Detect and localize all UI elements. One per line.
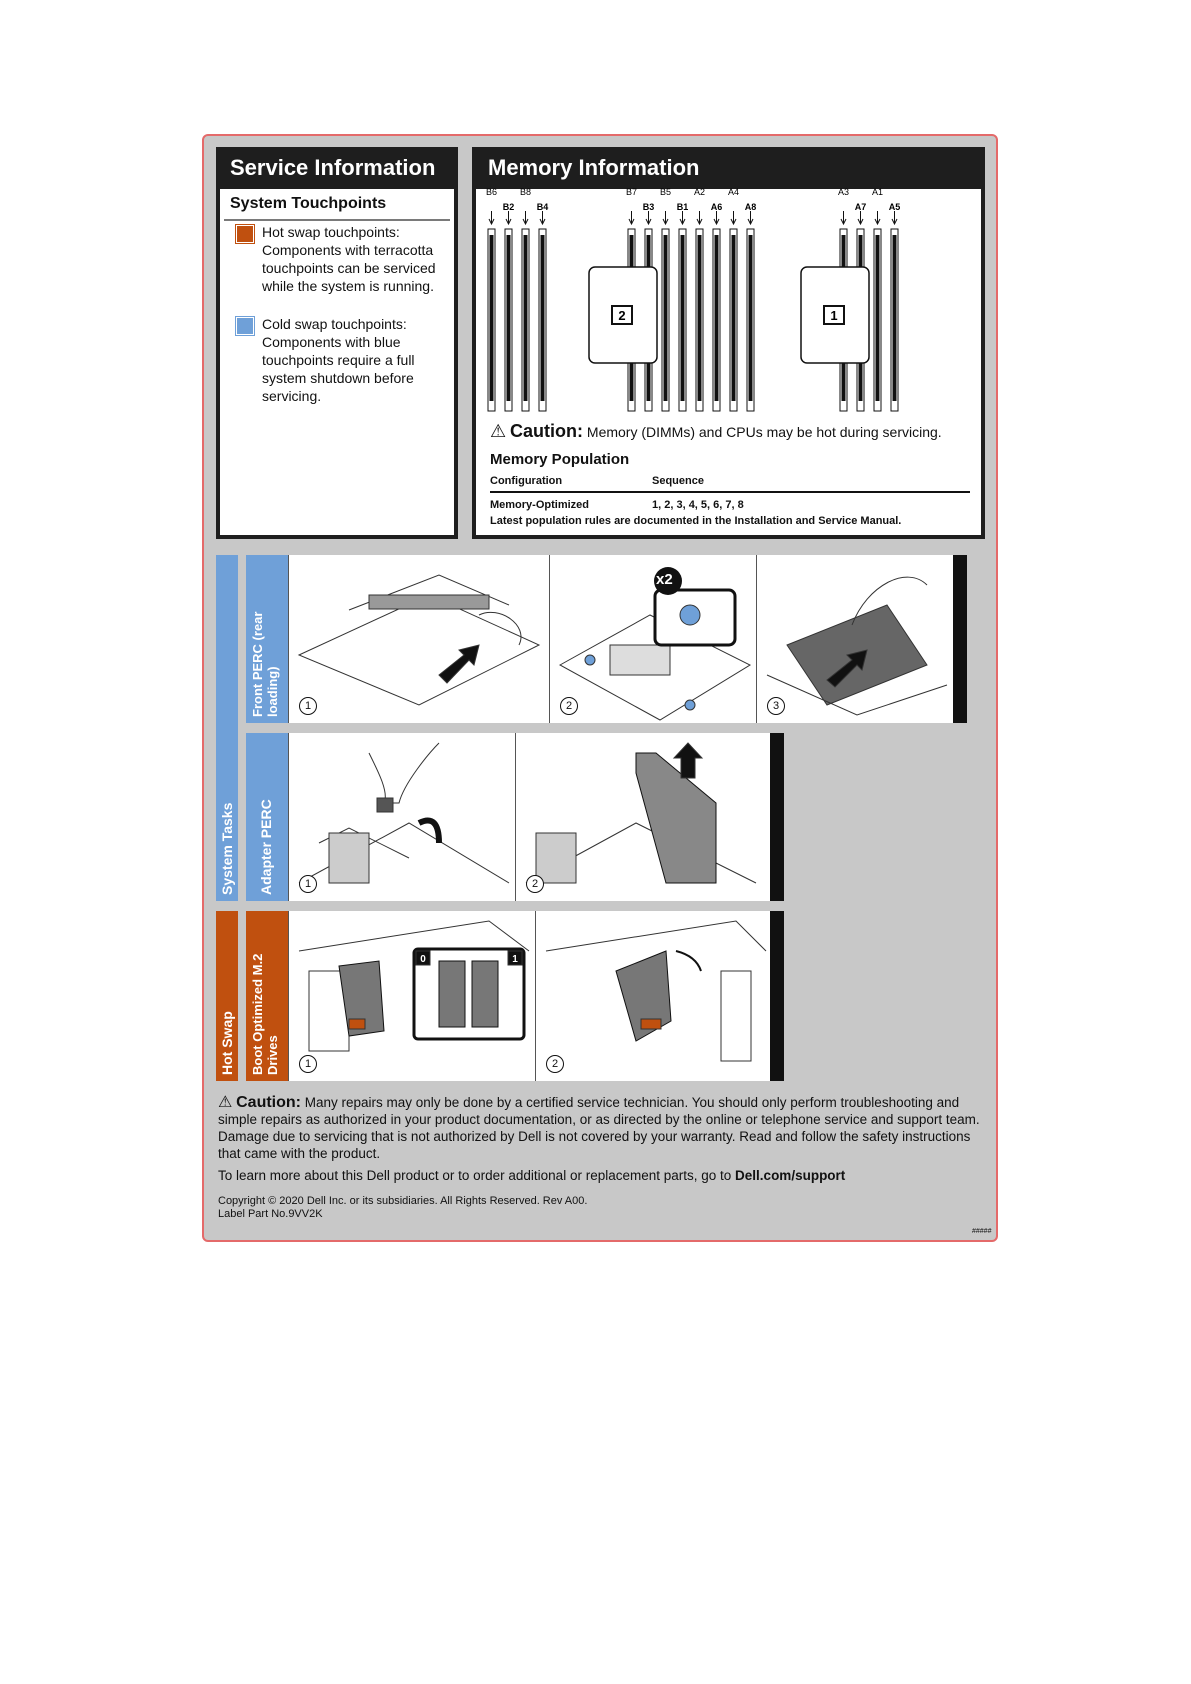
hot-swap-text: Hot swap touchpoints: Components with terracotta touchpoints can be serviced while the system is running. [262,224,436,294]
slot-arrow-icon [663,211,668,224]
sequence-value: 1, 2, 3, 4, 5, 6, 7, 8 [652,499,744,511]
sequence-header: Sequence [652,475,704,487]
dell-support-link[interactable]: Dell.com/support [735,1168,846,1183]
slot-arrow-icon [540,211,545,224]
cpu-2-label: 2 [618,308,626,323]
dimm-slot-body [876,235,880,401]
front-perc-step-3-illustration [756,555,953,723]
step-number: 1 [299,875,317,893]
dimm-slot-label: A2 [693,187,706,197]
front-perc-label: Front PERC (rear loading) [250,611,280,717]
dimm-slot-body [893,235,897,401]
dimm-slot-label: B2 [502,202,515,212]
bay-1-label: 1 [512,954,518,965]
dimm-slot-body [541,235,545,401]
slot-arrow-icon [523,211,528,224]
slot-arrow-icon [748,211,753,224]
step-number: 2 [526,875,544,893]
slot-arrow-icon [506,211,511,224]
dimm-slot-body [749,235,753,401]
dimm-slot-label: B4 [536,202,549,212]
dimm-slot-label: B8 [519,187,532,197]
row-edge-bar [953,555,967,723]
step-number: 1 [299,697,317,715]
dimm-slot-label: A7 [854,202,867,212]
dimm-slot-label: A6 [710,202,723,212]
cpu-1-label: 1 [830,308,838,323]
bay-0-label: 0 [420,954,426,965]
dimm-slot-body [524,235,528,401]
boot-m2-label: Boot Optimized M.2 Drives [250,953,280,1075]
service-caution [218,1094,990,1162]
dimm-slot-body [664,235,668,401]
slot-arrow-icon [858,211,863,224]
configuration-value: Memory-Optimized [490,499,590,511]
slot-arrow-icon [875,211,880,224]
cpu-2-socket [589,267,657,363]
step-number: 2 [546,1055,564,1073]
dimm-slot-label: B1 [676,202,689,212]
label-part-number: Label Part No.9VV2K [218,1208,323,1220]
dimm-slot-label: A1 [871,187,884,197]
step-number: 1 [299,1055,317,1073]
dimm-slot-label: B5 [659,187,672,197]
service-caution-text: Many repairs may only be done by a certified service technician. You should only perform troubleshooting and simple repairs as authorized in your product documentation, or as directed by the online or telephone service and support team. Damage due to servicing that is not authorized by Dell is not covered by your warranty. Read and follow the safety instructions that came with the product. [218,1095,980,1161]
front-perc-step-1-illustration [288,555,549,723]
slot-arrow-icon [629,211,634,224]
service-caution-label: Caution: [236,1094,301,1111]
dimm-slot-body [490,235,494,401]
copyright-text: Copyright © 2020 Dell Inc. or its subsidiaries. All Rights Reserved. Rev A00. [218,1195,588,1207]
adapter-perc-label: Adapter PERC [258,799,274,895]
copyright-block [218,1195,587,1221]
terracotta-swatch [236,225,254,243]
warning-triangle-icon: ⚠ [218,1094,233,1111]
slot-arrow-icon [892,211,897,224]
dimm-slot-body [507,235,511,401]
dimm-slot-body [715,235,719,401]
adapter-perc-step-2-illustration [515,733,770,901]
dimm-slot-label: B7 [625,187,638,197]
row-edge-bar [770,733,784,901]
memory-information-panel [472,147,985,539]
boot-m2-step-2-illustration [535,911,770,1081]
front-perc-row-label [246,555,288,723]
dimm-slot-label: B6 [485,187,498,197]
boot-m2-row-label [246,911,288,1081]
blue-swatch [236,317,254,335]
dimm-slot-body [698,235,702,401]
service-information-panel [216,147,458,539]
dimm-slot-body [732,235,736,401]
row-edge-bar [770,911,784,1081]
step-number: 2 [560,697,578,715]
dimm-slot-label: B3 [642,202,655,212]
slot-arrow-icon [841,211,846,224]
dimm-slot-label: A4 [727,187,740,197]
front-perc-step-2-illustration [549,555,756,723]
slot-arrow-icon [731,211,736,224]
adapter-perc-step-1-illustration [288,733,515,901]
cpu-1-socket [801,267,869,363]
system-tasks-label: System Tasks [219,802,235,895]
hash-mark: ##### [972,1228,992,1235]
memory-caution-label: Caution: [510,421,584,441]
system-tasks-sidebar [216,555,238,901]
memory-population-title: Memory Population [490,451,630,468]
dimm-slot-label: A5 [888,202,901,212]
dimm-layout-diagram [476,181,981,421]
configuration-header: Configuration [490,475,563,487]
adapter-perc-row-label [246,733,288,901]
learn-more [218,1168,990,1183]
memory-caution-text: Memory (DIMMs) and CPUs may be hot during servicing. [586,424,942,440]
population-note: Latest population rules are documented in the Installation and Service Manual. [490,515,902,527]
slot-arrow-icon [489,211,494,224]
slot-arrow-icon [680,211,685,224]
service-information-title: Service Information [220,151,454,189]
warning-triangle-icon: ⚠ [490,421,507,441]
memory-information-title: Memory Information [476,151,981,189]
hot-swap-sidebar [216,911,238,1081]
dimm-slot-label: A3 [837,187,850,197]
hot-swap-label: Hot Swap [219,1011,235,1075]
hot-swap-touchpoint-legend [236,223,452,295]
cold-swap-touchpoint-legend [236,315,452,405]
x2-badge: x2 [656,571,673,588]
slot-arrow-icon [646,211,651,224]
population-divider [490,491,970,493]
dimm-slot-label: A8 [744,202,757,212]
system-touchpoints-title: System Touchpoints [224,191,450,221]
slot-arrow-icon [697,211,702,224]
memory-caution [490,421,942,442]
boot-m2-step-1-illustration [288,911,535,1081]
dimm-slot-body [681,235,685,401]
cold-swap-text: Cold swap touchpoints: Components with blue touchpoints require a full system shutdown before servicing. [262,316,415,404]
learn-more-text: To learn more about this Dell product or to order additional or replacement parts, go to [218,1168,732,1183]
step-number: 3 [767,697,785,715]
slot-arrow-icon [714,211,719,224]
